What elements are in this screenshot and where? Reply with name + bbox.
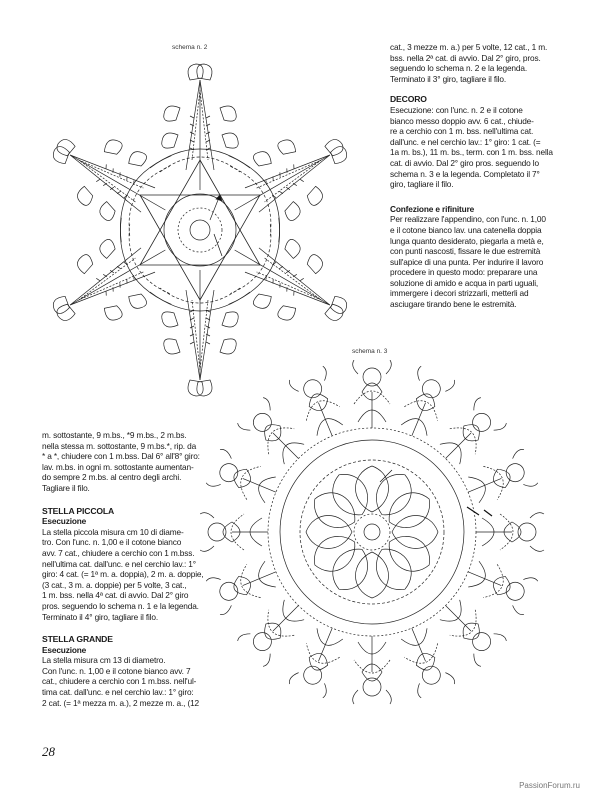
- page-number: 28: [42, 744, 55, 759]
- text-line: La stella misura cm 13 di diametro.: [42, 655, 166, 666]
- left-text-column: [42, 430, 212, 708]
- esecuzione-subheading: Esecuzione: [42, 644, 87, 655]
- text-line: Per realizzare l'appendino, con l'unc. n. 1,00: [390, 214, 546, 225]
- text-line: seguendo lo schema n. 2 e la legenda.: [390, 63, 527, 74]
- text-line: 2 cat. (= 1ª mezza m. a.), 2 mezze m. a., (12: [42, 697, 200, 708]
- decoro-heading: DECORO: [390, 94, 427, 105]
- star-diagram: [38, 52, 363, 397]
- right-text-column: [390, 42, 575, 310]
- text-line: con punti nascosti, fissare le due estremità: [390, 246, 541, 257]
- text-line: e il cotone bianco lav. una catenella doppia: [390, 224, 542, 235]
- text-line: nella stessa m. sottostante, 9 m.bs.*, rip. da: [42, 440, 197, 451]
- doily-diagram: [200, 360, 545, 705]
- text-line: re a cerchio con 1 m. bss. nell'ultima cat.: [390, 126, 534, 137]
- text-line: bss. nella 2ª cat. di avvio. Dal 2° giro, pros.: [390, 52, 541, 63]
- text-line: giro: 4 cat. (= 1ª m. a. doppia), 2 m. a. doppie,: [42, 569, 204, 580]
- text-line: tima cat. dall'unc. e nel cerchio lav.: 1° giro:: [42, 687, 194, 698]
- esecuzione-subheading: Esecuzione: [42, 516, 87, 527]
- text-line: nell'ultima cat. dall'unc. e nel cerchio lav.: 1°: [42, 558, 196, 569]
- text-line: Terminato il 4° giro, tagliare il filo.: [42, 611, 158, 622]
- text-line: 1a m. bs.), 11 m. bs., term. con 1 m. bss. nella: [390, 147, 553, 158]
- text-line: dall'unc. e nel cerchio lav.: 1° giro: 1 cat. (=: [390, 136, 541, 147]
- confezione-heading: Confezione e rifiniture: [390, 203, 475, 214]
- text-line: * a *, chiudere con 1 m.bss. Dal 6° all'8° giro:: [42, 451, 200, 462]
- text-line: cat., 3 mezze m. a.) per 5 volte, 12 cat., 1 m.: [390, 42, 548, 52]
- text-line: m. sottostante, 9 m.bs., *9 m.bs., 2 m.bs.: [42, 430, 187, 440]
- text-line: lunga quanto desiderato, piegarla a metà e,: [390, 235, 544, 246]
- text-line: immergere i decori strizzarli, metterli ad: [390, 288, 529, 299]
- text-line: lav. m.bs. in ogni m. sottostante aumentan-: [42, 461, 194, 472]
- text-line: La stella piccola misura cm 10 di diame-: [42, 526, 184, 537]
- text-line: schema n. 3 e la legenda. Completato il 7°: [390, 168, 540, 179]
- text-line: bianco messo doppio avv. 6 cat., chiude-: [390, 115, 534, 126]
- text-line: procedere in questo modo: preparare una: [390, 267, 538, 278]
- text-line: sull'apice di una punta. Per indurire il lavoro: [390, 256, 544, 267]
- text-line: Tagliare il filo.: [42, 482, 90, 493]
- text-line: 1 m. bss. nella 4ª cat. di avvio. Dal 2° giro: [42, 590, 189, 601]
- text-line: asciugare tirando bene le estremità.: [390, 299, 517, 310]
- text-line: cat., chiudere a cerchio con 1 m.bss. nell'ul-: [42, 676, 197, 687]
- watermark: PassionForum.ru: [519, 781, 580, 790]
- text-line: tro. Con l'unc. n. 1,00 e il cotone bianco: [42, 537, 182, 548]
- schema-2-label: schema n. 2: [172, 44, 208, 51]
- text-line: cat. di avvio. Dal 2° giro pros. seguendo lo: [390, 157, 539, 168]
- schema-3-label: schema n. 3: [352, 348, 388, 355]
- text-line: pros. seguendo lo schema n. 1 e la legenda.: [42, 600, 199, 611]
- stella-piccola-heading: STELLA PICCOLA: [42, 505, 115, 516]
- text-line: Esecuzione: con l'unc. n. 2 e il cotone: [390, 104, 523, 115]
- text-line: do sempre 2 m.bs. al centro degli archi.: [42, 472, 182, 483]
- stella-grande-heading: STELLA GRANDE: [42, 634, 113, 645]
- text-line: giro, tagliare il filo.: [390, 179, 454, 190]
- text-line: Terminato il 3° giro, tagliare il filo.: [390, 73, 506, 84]
- text-line: soluzione di amido e acqua in parti uguali,: [390, 277, 539, 288]
- text-line: avv. 7 cat., chiudere a cerchio con 1 m.bss.: [42, 547, 195, 558]
- text-line: (3 cat., 3 m. a. doppie) per 5 volte, 3 cat.,: [42, 579, 187, 590]
- text-line: Con l'unc. n. 1,00 e il cotone bianco avv. 7: [42, 665, 191, 676]
